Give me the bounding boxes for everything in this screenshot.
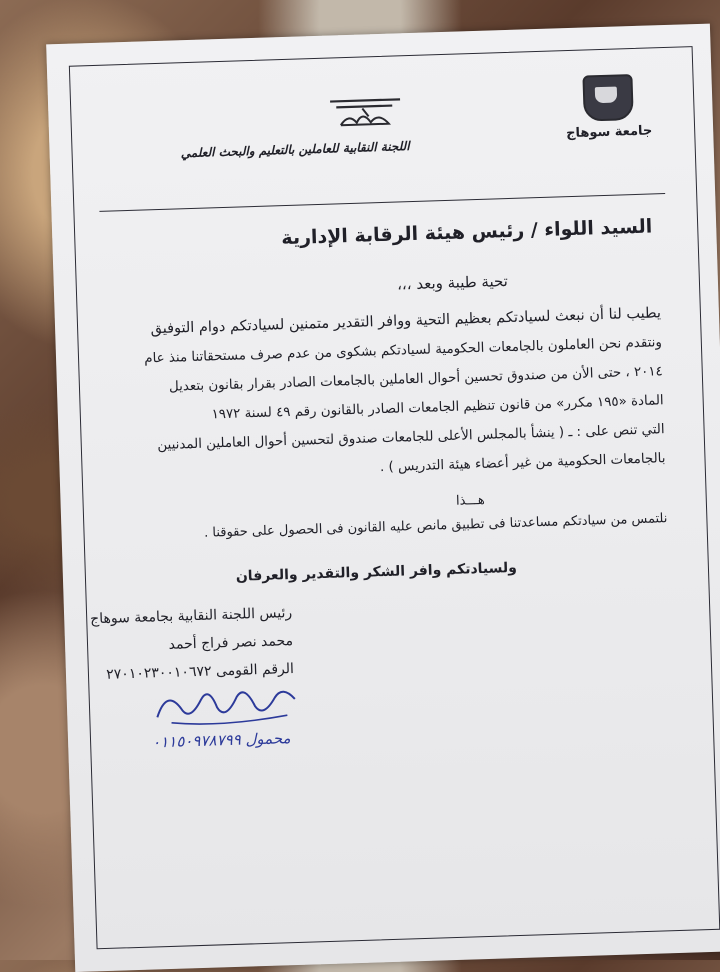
- university-name: جامعة سوهاج: [565, 123, 653, 142]
- body-line: التي تنص على : ـ ( ينشأ بالمجلس الأعلى للجامعات صندوق لتحسين أحوال العاملين المدنيين: [157, 422, 665, 454]
- letter-closing: ولسيادتكم وافر الشكر والتقدير والعرفان: [235, 559, 518, 585]
- body-line: ونتقدم نحن العاملون بالجامعات الحكومية لسيادتكم بشكوى من عدم صرف مستحقاتنا منذ عام: [144, 335, 663, 367]
- signer-name: محمد نصر فراج أحمد: [168, 632, 294, 653]
- union-logo: [108, 93, 410, 162]
- letter-greeting: تحية طيبة وبعد ،،،: [396, 272, 509, 294]
- body-line: المادة «١٩٥ مكرر» من قانون تنظيم الجامعات الصادر بالقانون رقم ٤٩ لسنة ١٩٧٢: [211, 393, 664, 423]
- signer-mobile: محمول ٠١١٥٠٩٧٨٧٩٩: [151, 729, 291, 752]
- union-name: اللجنة النقابية للعاملين بالتعليم والبحث العلمي: [180, 139, 410, 161]
- letter-request: نلتمس من سيادتكم مساعدتنا فى تطبيق مانص عليه القانون فى الحصول على حقوقنا .: [203, 511, 668, 541]
- letter-paper: [46, 24, 720, 972]
- page-border: [69, 46, 720, 949]
- letter-body: [101, 299, 666, 491]
- signer-title: رئيس اللجنة النقابية بجامعة سوهاج: [89, 604, 293, 628]
- university-emblem-icon: [582, 74, 633, 122]
- letter-addressee: السيد اللواء / رئيس هيئة الرقابة الإدارية: [281, 215, 653, 250]
- body-line-end: هـــذا: [455, 492, 485, 509]
- body-line: ٢٠١٤ ، حتى الأن من صندوق تحسين أحوال العاملين بالجامعات الصادر بقرار بقانون بتعديل: [168, 364, 663, 395]
- union-emblem-icon: [322, 93, 409, 132]
- body-line: بالجامعات الحكومية من غير أعضاء هيئة التدريس ) .: [379, 451, 666, 476]
- signer-national-id: الرقم القومى ٢٧٠١٠٢٣٠٠١٠٦٧٢: [106, 660, 295, 683]
- body-line: يطيب لنا أن نبعث لسيادتكم بعظيم التحية ووافر التقدير متمنين لسيادتكم دوام التوفيق: [150, 305, 662, 338]
- university-logo: [559, 73, 657, 141]
- handwritten-signature: [150, 675, 302, 732]
